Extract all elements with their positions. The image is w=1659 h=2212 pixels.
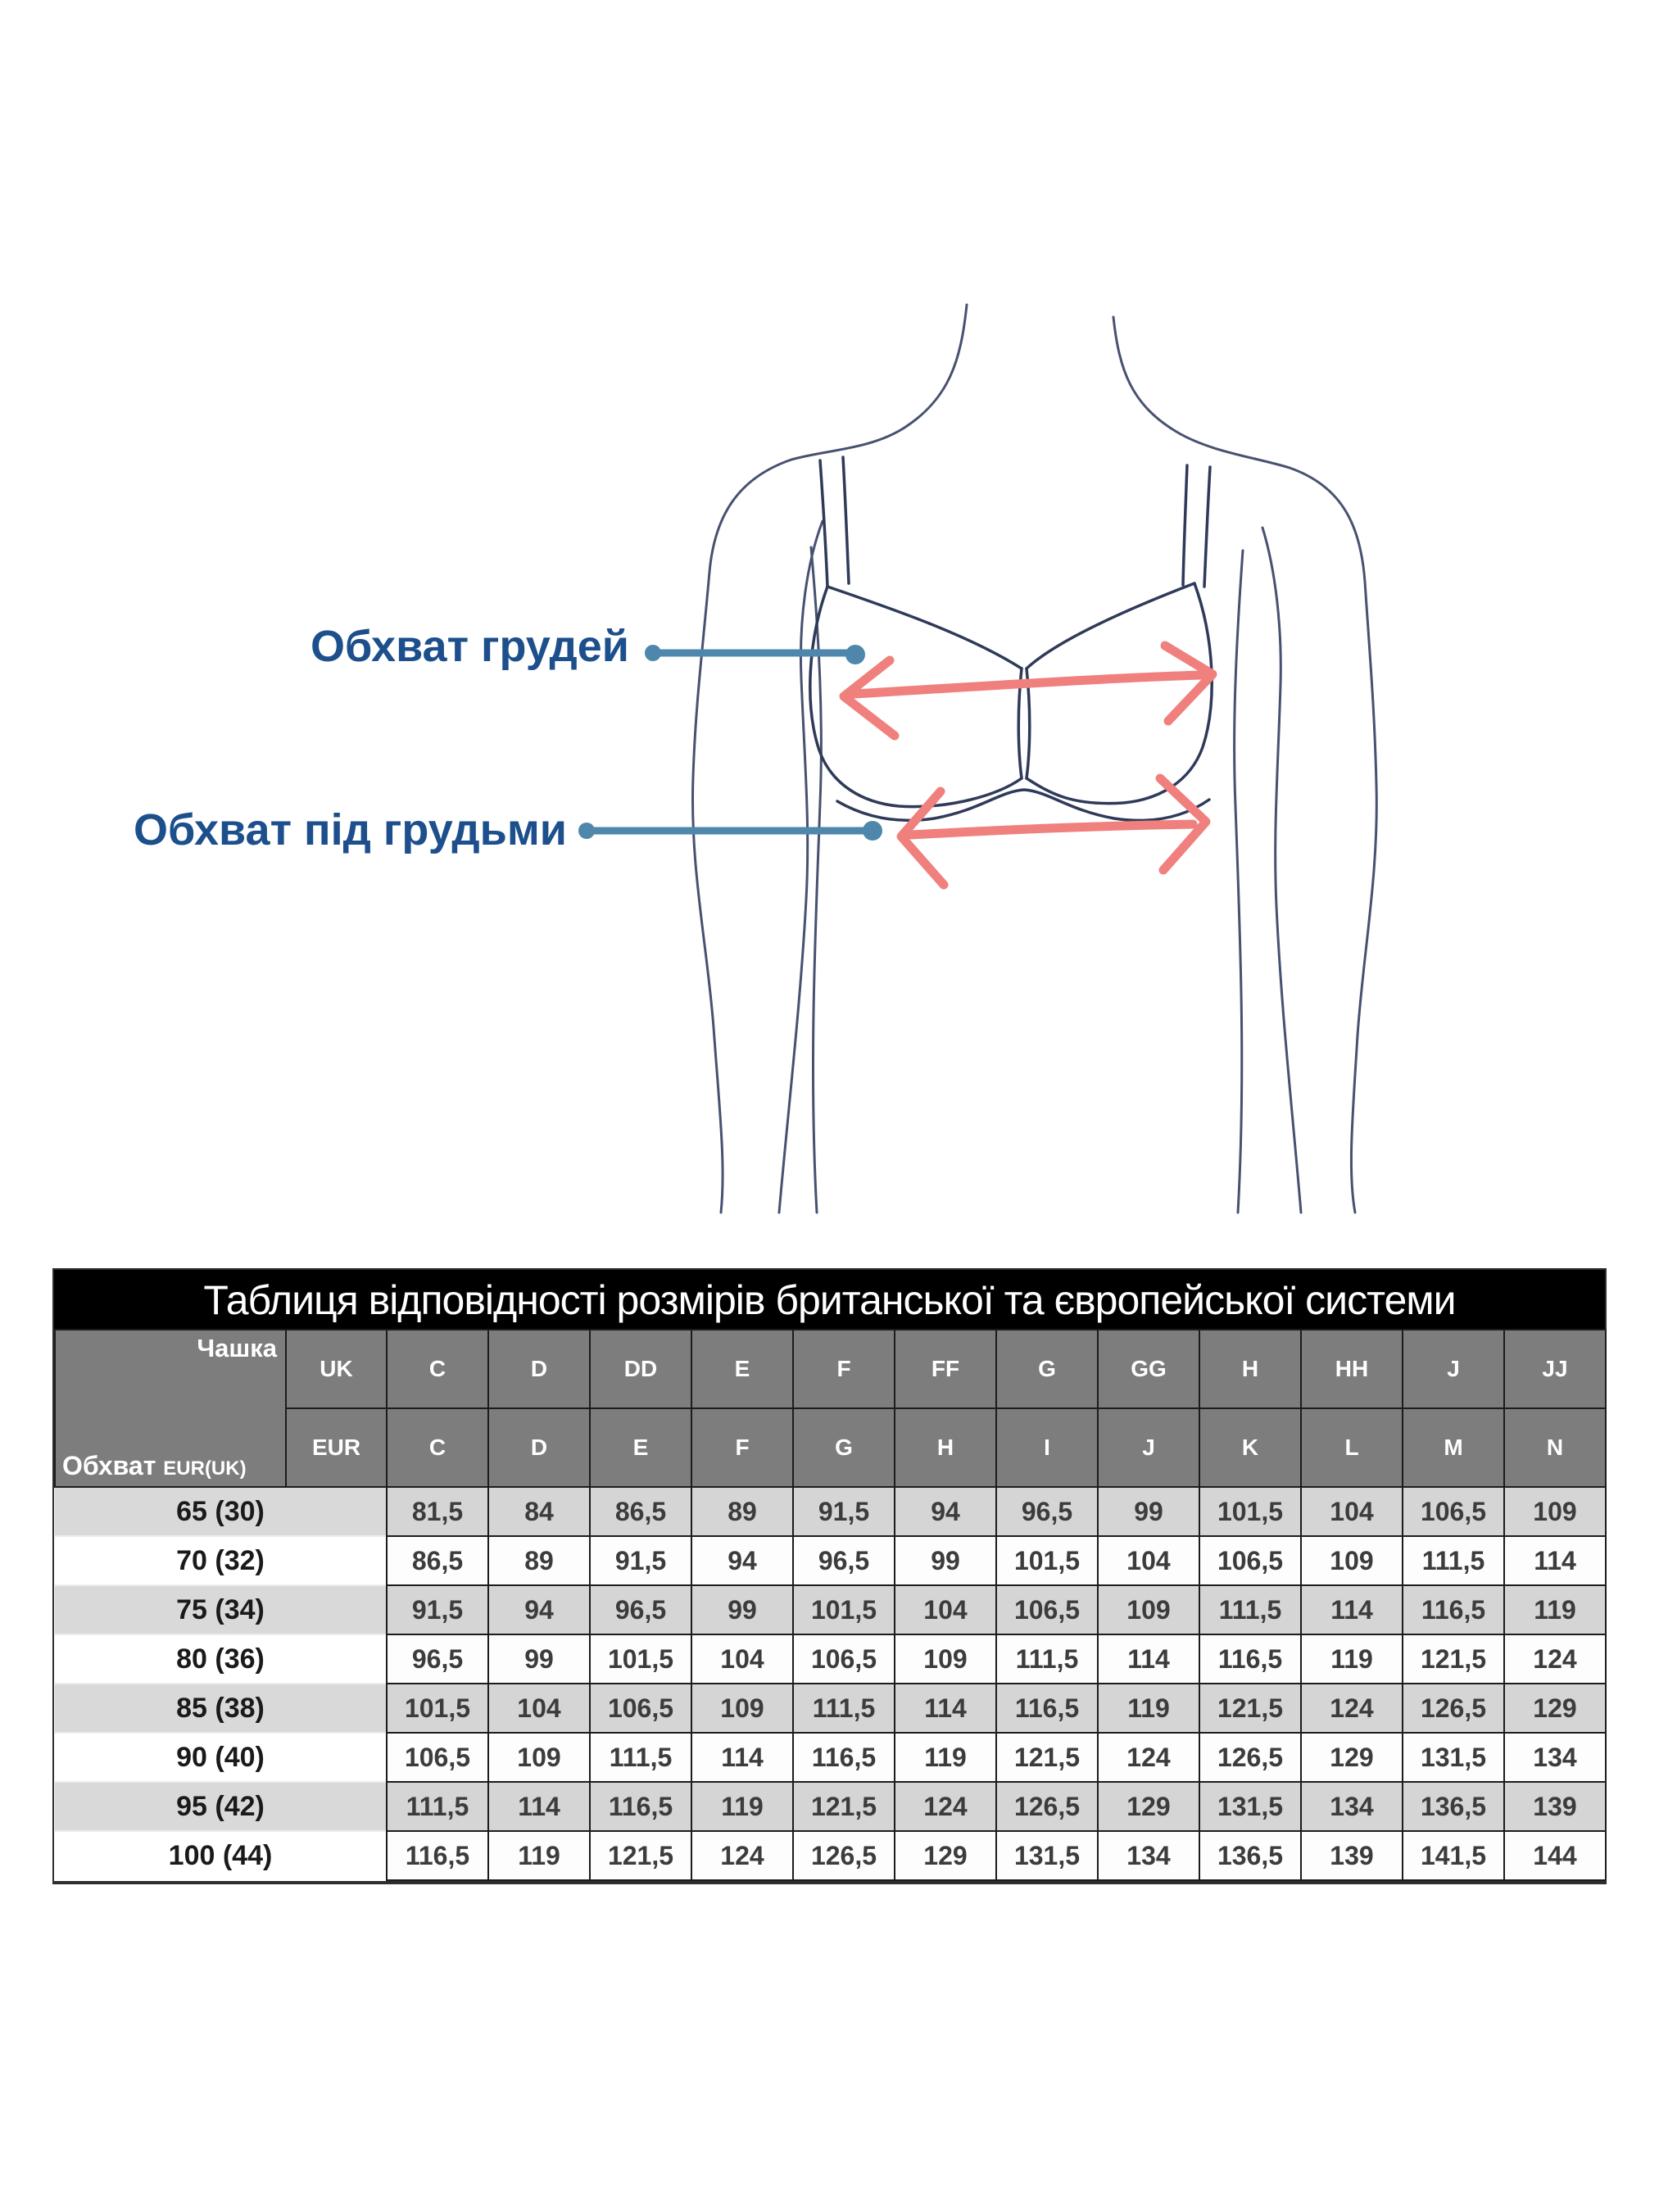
- underbust-girth-label: Обхват під грудьми: [134, 805, 567, 854]
- value-cell: 84: [488, 1487, 590, 1536]
- value-cell: 114: [691, 1733, 793, 1782]
- value-cell: 101,5: [996, 1536, 1098, 1585]
- value-cell: 116,5: [1199, 1634, 1301, 1684]
- value-cell: 116,5: [387, 1831, 488, 1880]
- band-size-cell: 65 (30): [55, 1487, 387, 1536]
- value-cell: 134: [1098, 1831, 1199, 1880]
- table-row: [55, 1585, 1606, 1634]
- size-chart: [52, 1268, 1607, 1884]
- uk-cup-cell: G: [996, 1330, 1098, 1408]
- value-cell: 121,5: [1199, 1684, 1301, 1733]
- value-cell: 131,5: [1403, 1733, 1504, 1782]
- band-size-cell: 90 (40): [55, 1733, 387, 1782]
- header-row-uk: [55, 1330, 1606, 1408]
- bust-girth-label: Обхват грудей: [310, 622, 629, 671]
- value-cell: 99: [895, 1536, 996, 1585]
- value-cell: 94: [488, 1585, 590, 1634]
- value-cell: 124: [1098, 1733, 1199, 1782]
- value-cell: 124: [1504, 1634, 1606, 1684]
- value-cell: 126,5: [793, 1831, 895, 1880]
- system-label-uk: UK: [286, 1330, 387, 1408]
- value-cell: 136,5: [1199, 1831, 1301, 1880]
- bust-arrowhead-left: [844, 660, 895, 736]
- value-cell: 109: [1098, 1585, 1199, 1634]
- value-cell: 134: [1504, 1733, 1606, 1782]
- table-row: [55, 1782, 1606, 1831]
- value-cell: 89: [691, 1487, 793, 1536]
- corner-girth-subtext: EUR(UK): [163, 1457, 247, 1480]
- value-cell: 116,5: [793, 1733, 895, 1782]
- value-cell: 116,5: [1403, 1585, 1504, 1634]
- value-cell: 116,5: [996, 1684, 1098, 1733]
- table-row: [55, 1684, 1606, 1733]
- band-size-cell: 80 (36): [55, 1634, 387, 1684]
- value-cell: 111,5: [996, 1634, 1098, 1684]
- value-cell: 144: [1504, 1831, 1606, 1880]
- bust-pointer-dot: [845, 645, 865, 664]
- value-cell: 99: [488, 1634, 590, 1684]
- value-cell: 81,5: [387, 1487, 488, 1536]
- eur-cup-cell: F: [691, 1408, 793, 1487]
- corner-cup-label: Чашка: [197, 1334, 277, 1362]
- uk-cup-cell: GG: [1098, 1330, 1199, 1408]
- value-cell: 106,5: [1403, 1487, 1504, 1536]
- corner-girth-label: [62, 1451, 247, 1481]
- uk-cup-cell: F: [793, 1330, 895, 1408]
- eur-cup-cell: L: [1301, 1408, 1403, 1487]
- eur-cup-cell: I: [996, 1408, 1098, 1487]
- value-cell: 134: [1301, 1782, 1403, 1831]
- value-cell: 106,5: [793, 1634, 895, 1684]
- bra-neckline-right: [1027, 583, 1194, 669]
- value-cell: 96,5: [387, 1634, 488, 1684]
- value-cell: 101,5: [1199, 1487, 1301, 1536]
- value-cell: 109: [895, 1634, 996, 1684]
- underbust-pointer-dot: [863, 821, 882, 841]
- neck-shoulder-left: [791, 305, 967, 460]
- value-cell: 104: [895, 1585, 996, 1634]
- band-size-cell: 75 (34): [55, 1585, 387, 1634]
- value-cell: 129: [895, 1831, 996, 1880]
- value-cell: 121,5: [590, 1831, 691, 1880]
- arm-right-outer: [1290, 468, 1376, 1213]
- system-label-eur: EUR: [286, 1408, 387, 1487]
- value-cell: 119: [1504, 1585, 1606, 1634]
- value-cell: 121,5: [1403, 1634, 1504, 1684]
- value-cell: 89: [488, 1536, 590, 1585]
- value-cell: 101,5: [387, 1684, 488, 1733]
- value-cell: 91,5: [387, 1585, 488, 1634]
- value-cell: 99: [1098, 1487, 1199, 1536]
- value-cell: 111,5: [1199, 1585, 1301, 1634]
- arm-left-outer: [692, 460, 791, 1213]
- value-cell: 86,5: [387, 1536, 488, 1585]
- value-cell: 86,5: [590, 1487, 691, 1536]
- value-cell: 114: [488, 1782, 590, 1831]
- value-cell: 119: [1098, 1684, 1199, 1733]
- value-cell: 119: [1301, 1634, 1403, 1684]
- bra-strap-left: [843, 457, 849, 583]
- band-size-cell: 70 (32): [55, 1536, 387, 1585]
- table-row: [55, 1536, 1606, 1585]
- value-cell: 139: [1301, 1831, 1403, 1880]
- uk-cup-cell: H: [1199, 1330, 1301, 1408]
- underbust-pointer-dot: [578, 823, 595, 839]
- bust-arrowhead-right: [1165, 646, 1213, 721]
- value-cell: 119: [895, 1733, 996, 1782]
- value-cell: 104: [691, 1634, 793, 1684]
- eur-cup-cell: D: [488, 1408, 590, 1487]
- value-cell: 111,5: [387, 1782, 488, 1831]
- corner-girth-text: Обхват: [62, 1451, 156, 1480]
- value-cell: 109: [488, 1733, 590, 1782]
- eur-cup-cell: E: [590, 1408, 691, 1487]
- uk-cup-cell: J: [1403, 1330, 1504, 1408]
- eur-cup-cell: M: [1403, 1408, 1504, 1487]
- value-cell: 121,5: [996, 1733, 1098, 1782]
- value-cell: 111,5: [793, 1684, 895, 1733]
- bust-pointer-dot: [645, 645, 661, 661]
- value-cell: 106,5: [996, 1585, 1098, 1634]
- value-cell: 129: [1098, 1782, 1199, 1831]
- value-cell: 96,5: [590, 1585, 691, 1634]
- arm-right-inner: [1262, 528, 1301, 1213]
- value-cell: 114: [1504, 1536, 1606, 1585]
- value-cell: 96,5: [793, 1536, 895, 1585]
- uk-cup-cell: C: [387, 1330, 488, 1408]
- value-cell: 129: [1504, 1684, 1606, 1733]
- value-cell: 111,5: [590, 1733, 691, 1782]
- value-cell: 136,5: [1403, 1782, 1504, 1831]
- value-cell: 124: [895, 1782, 996, 1831]
- value-cell: 116,5: [590, 1782, 691, 1831]
- value-cell: 99: [691, 1585, 793, 1634]
- bra-sketch: [810, 457, 1212, 820]
- eur-cup-cell: H: [895, 1408, 996, 1487]
- figure-sketch: [692, 305, 1376, 1213]
- value-cell: 131,5: [1199, 1782, 1301, 1831]
- value-cell: 141,5: [1403, 1831, 1504, 1880]
- value-cell: 114: [1098, 1634, 1199, 1684]
- underbust-arrow-line: [911, 824, 1193, 835]
- label-pointers: [578, 645, 882, 841]
- value-cell: 119: [691, 1782, 793, 1831]
- size-table: [54, 1329, 1607, 1881]
- value-cell: 124: [1301, 1684, 1403, 1733]
- uk-cup-cell: E: [691, 1330, 793, 1408]
- uk-cup-cell: HH: [1301, 1330, 1403, 1408]
- uk-cup-cell: FF: [895, 1330, 996, 1408]
- eur-cup-cell: K: [1199, 1408, 1301, 1487]
- value-cell: 101,5: [590, 1634, 691, 1684]
- uk-cup-cell: DD: [590, 1330, 691, 1408]
- corner-cell: [55, 1330, 286, 1487]
- value-cell: 94: [691, 1536, 793, 1585]
- table-row: [55, 1831, 1606, 1880]
- table-row: [55, 1487, 1606, 1536]
- value-cell: 121,5: [793, 1782, 895, 1831]
- band-size-cell: 85 (38): [55, 1684, 387, 1733]
- band-size-cell: 95 (42): [55, 1782, 387, 1831]
- value-cell: 111,5: [1403, 1536, 1504, 1585]
- table-row: [55, 1733, 1606, 1782]
- value-cell: 126,5: [1403, 1684, 1504, 1733]
- value-cell: 114: [1301, 1585, 1403, 1634]
- eur-cup-cell: G: [793, 1408, 895, 1487]
- value-cell: 91,5: [793, 1487, 895, 1536]
- value-cell: 109: [1301, 1536, 1403, 1585]
- bra-cup-right: [1027, 583, 1212, 804]
- uk-cup-cell: D: [488, 1330, 590, 1408]
- value-cell: 104: [488, 1684, 590, 1733]
- value-cell: 101,5: [793, 1585, 895, 1634]
- eur-cup-cell: N: [1504, 1408, 1606, 1487]
- bra-strap-right: [1204, 467, 1210, 587]
- value-cell: 96,5: [996, 1487, 1098, 1536]
- value-cell: 124: [691, 1831, 793, 1880]
- value-cell: 94: [895, 1487, 996, 1536]
- neck-shoulder-right: [1113, 317, 1290, 468]
- value-cell: 91,5: [590, 1536, 691, 1585]
- value-cell: 106,5: [1199, 1536, 1301, 1585]
- bra-strap-right: [1183, 465, 1187, 585]
- value-cell: 139: [1504, 1782, 1606, 1831]
- eur-cup-cell: C: [387, 1408, 488, 1487]
- table-row: [55, 1634, 1606, 1684]
- value-cell: 109: [691, 1684, 793, 1733]
- eur-cup-cell: J: [1098, 1408, 1199, 1487]
- value-cell: 114: [895, 1684, 996, 1733]
- value-cell: 131,5: [996, 1831, 1098, 1880]
- header-row-eur: [55, 1408, 1606, 1487]
- table-title: Таблиця відповідності розмірів британської та європейської системи: [54, 1270, 1605, 1329]
- band-size-cell: 100 (44): [55, 1831, 387, 1880]
- value-cell: 126,5: [996, 1782, 1098, 1831]
- value-cell: 129: [1301, 1733, 1403, 1782]
- value-cell: 106,5: [590, 1684, 691, 1733]
- value-cell: 119: [488, 1831, 590, 1880]
- value-cell: 109: [1504, 1487, 1606, 1536]
- value-cell: 104: [1301, 1487, 1403, 1536]
- uk-cup-cell: JJ: [1504, 1330, 1606, 1408]
- value-cell: 126,5: [1199, 1733, 1301, 1782]
- value-cell: 104: [1098, 1536, 1199, 1585]
- torso-side-right: [1235, 551, 1243, 1213]
- value-cell: 106,5: [387, 1733, 488, 1782]
